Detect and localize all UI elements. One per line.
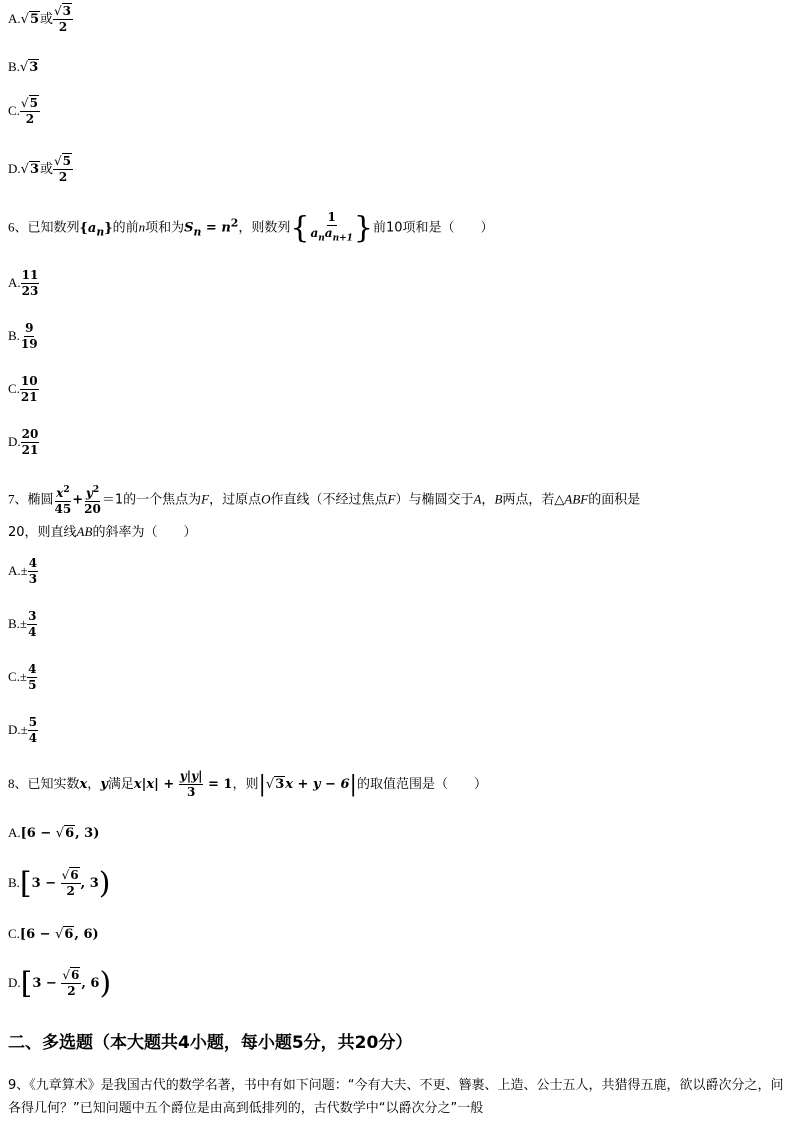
fraction: $\frac{x^2}{45}$: [54, 485, 72, 516]
fraction: $\frac{1}{a_na_{n+1}}$: [310, 210, 353, 244]
q5-option-c: C. $\frac{√5}{2}$: [8, 96, 38, 126]
sqrt-symbol: √5: [20, 12, 39, 27]
fraction: $\frac{√5}{2}$: [54, 154, 72, 184]
fraction: $\frac{3}{4}$: [28, 609, 37, 639]
sqrt-symbol: √6: [55, 826, 75, 841]
left-brace: {: [290, 210, 310, 246]
q8-option-a: A.[6 − √6, 3): [8, 825, 100, 841]
q7-stem-line1: 7、椭圆 $\frac{x^2}{45}$ + $\frac{y^2}{20}$ ＝1的一个焦点为F，过原点O作直线（不经过焦点F）与椭圆交于A，B两点，若△ABF的面积是: [8, 485, 641, 516]
sqrt-symbol: √3: [20, 162, 39, 177]
q5-option-a: A.√5或 $\frac{√3}{2}$: [8, 4, 72, 34]
fraction: $\frac{9}{19}$: [20, 321, 38, 351]
q5-option-b: B.√3: [8, 59, 39, 75]
fraction: $\frac{√6}{2}$: [62, 968, 80, 998]
q6-option-b: B. $\frac{9}{19}$: [8, 321, 38, 351]
right-paren: ): [98, 866, 111, 901]
sqrt-symbol: √6: [55, 927, 74, 942]
sqrt-symbol: √3: [265, 777, 285, 792]
q6-option-a: A. $\frac{11}{23}$: [8, 268, 39, 298]
q7-option-c: C.± $\frac{4}{5}$: [8, 662, 37, 692]
right-brace: }: [353, 210, 374, 246]
fraction: $\frac{y^2}{20}$: [84, 485, 101, 516]
q6-option-c: C. $\frac{10}{21}$: [8, 374, 38, 404]
q8-stem: 8、已知实数x，y满足x|x| + $\frac{y|y|}{3}$ = 1，则|√3x + y − 6|的取值范围是（ ）: [8, 769, 487, 799]
left-bracket: [: [20, 966, 33, 1001]
section-heading: 二、多选题（本大题共4小题，每小题5分，共20分）: [8, 1033, 413, 1053]
fraction: $\frac{20}{21}$: [21, 427, 39, 457]
fraction: $\frac{y|y|}{3}$: [179, 769, 203, 799]
q9-stem: 9、《九章算术》是我国古代的数学名著，书中有如下问题：“今有大夫、不更、簪裹、上造、公士五人，共猎得五鹿，欲以爵次分之，问各得几何？”已知问题中五个爵位是由高到低排列的，古代数学中“以爵次分之”一般: [8, 1078, 784, 1116]
q5-option-d: D.√3或 $\frac{√5}{2}$: [8, 154, 72, 184]
fraction: $\frac{√6}{2}$: [61, 868, 79, 898]
sqrt-symbol: √3: [19, 60, 39, 75]
q7-stem-line2: 20，则直线AB的斜率为（ ）: [8, 524, 197, 540]
q6-option-d: D. $\frac{20}{21}$: [8, 427, 39, 457]
fraction: $\frac{√3}{2}$: [54, 4, 72, 34]
fraction: $\frac{4}{5}$: [28, 662, 37, 692]
fraction: $\frac{10}{21}$: [20, 374, 38, 404]
q8-option-d: D.[3 − $\frac{√6}{2}$ , 6): [8, 966, 112, 1001]
q7-option-b: B.± $\frac{3}{4}$: [8, 609, 37, 639]
q8-option-b: B.[3 − $\frac{√6}{2}$ , 3): [8, 866, 111, 901]
q8-option-c: C.[6 − √6, 6): [8, 926, 99, 942]
fraction: $\frac{√5}{2}$: [20, 96, 38, 126]
q7-option-a: A.± $\frac{4}{3}$: [8, 556, 38, 586]
q7-option-d: D.± $\frac{5}{4}$: [8, 715, 38, 745]
fraction: $\frac{11}{23}$: [21, 268, 39, 298]
left-bracket: [: [19, 866, 32, 901]
fraction: $\frac{4}{3}$: [28, 556, 38, 586]
fraction: $\frac{5}{4}$: [28, 715, 38, 745]
right-paren: ): [99, 966, 112, 1001]
q6-stem: 6、已知数列$\{a_n\}$的前n项和为$S_n = n^2$，则数列{ $\frac{1}{a_na_{n+1}}$ }前10项和是（ ）: [8, 210, 494, 246]
